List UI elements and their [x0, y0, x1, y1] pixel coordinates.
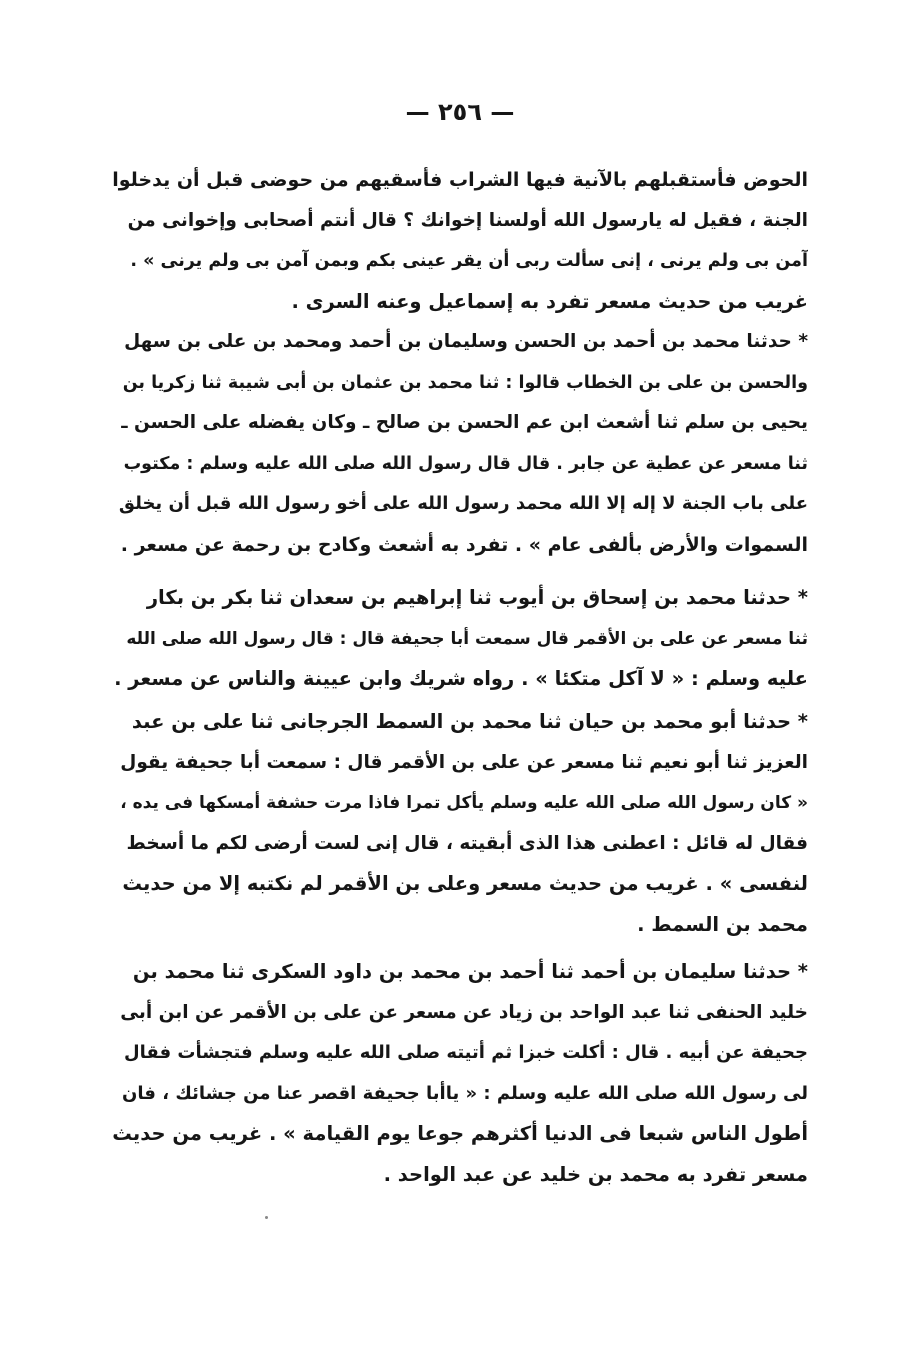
text-line: * حدثنا محمد بن أحمد بن الحسن وسليمان بن أحمد ومحمد بن على بن سهل: [124, 331, 808, 352]
text-line: الجنة ، فقيل له يارسول الله أولسنا إخوانك ؟ قال أنتم أصحابى وإخوانى من: [127, 209, 808, 231]
text-line: * حدثنا محمد بن إسحاق بن أيوب ثنا إبراهيم بن سعدان ثنا بكر بن بكار: [146, 586, 808, 609]
paragraph-2: [112, 322, 808, 566]
page-number: — ٢٥٦ —: [405, 98, 515, 126]
text-line: الحوض فأستقبلهم بالآنية فيها الشراب فأسقيهم من حوضى قبل أن يدخلوا: [112, 169, 808, 191]
text-line: محمد بن السمط .: [637, 912, 808, 936]
text-line: غريب من حديث مسعر تفرد به إسماعيل وعنه السرى .: [291, 289, 808, 313]
text-line: أطول الناس شبعا فى الدنيا أكثرهم جوعا يوم القيامة » . غريب من حديث: [112, 1122, 808, 1146]
paragraph-3: [112, 578, 808, 700]
text-line: لى رسول الله صلى الله عليه وسلم : « ياأبا جحيفة اقصر عنا من جشائك ، فان: [122, 1082, 808, 1104]
text-line: السموات والأرض بألفى عام » . تفرد به أشعث وكادح بن رحمة عن مسعر .: [120, 533, 808, 556]
text-line: مسعر تفرد به محمد بن خليد عن عبد الواحد .: [383, 1162, 808, 1186]
text-line: على باب الجنة لا إله إلا الله محمد رسول الله على أخو رسول الله قبل أن يخلق: [118, 493, 808, 515]
text-line: عليه وسلم : « لا آكل متكئا » . رواه شريك وابن عيينة والناس عن مسعر .: [114, 667, 808, 691]
text-line: لنفسى » . غريب من حديث مسعر وعلى بن الأقمر لم نكتبه إلا من حديث: [122, 872, 808, 896]
text-line: والحسن بن على بن الخطاب قالوا : ثنا محمد بن عثمان بن أبى شيبة ثنا زكريا بن: [122, 372, 808, 393]
text-line: خليد الحنفى ثنا عبد الواحد بن زياد عن مسعر عن على بن الأقمر عن ابن أبى: [120, 1001, 808, 1023]
text-line: * حدثنا أبو محمد بن حيان ثنا محمد بن السمط الجرجانى ثنا على بن عبد: [131, 710, 808, 733]
text-line: العزيز ثنا أبو نعيم ثنا مسعر عن على بن الأقمر قال : سمعت أبا جحيفة يقول: [120, 751, 808, 773]
paragraph-1: [112, 160, 808, 322]
text-line: ثنا مسعر عن على بن الأقمر قال سمعت أبا جحيفة قال : قال رسول الله صلى الله: [126, 628, 808, 649]
text-line: ثنا مسعر عن عطية عن جابر . قال قال رسول الله صلى الله عليه وسلم : مكتوب: [123, 453, 808, 474]
text-line: جحيفة عن أبيه . قال : أكلت خبزا ثم أتيته صلى الله عليه وسلم فتجشأت فقال: [124, 1042, 808, 1064]
paragraph-4: [112, 702, 808, 946]
text-line: « كان رسول الله صلى الله عليه وسلم يأكل تمرا فاذا مرت حشفة أمسكها فى يده ،: [120, 793, 808, 814]
paragraph-5: [112, 952, 808, 1196]
text-line: فقال له قائل : اعطنى هذا الذى أبقيته ، قال إنى لست أرضى لكم ما أسخط: [126, 832, 808, 854]
text-line: آمن بى ولم يرنى ، إنى سألت ربى أن يقر عينى بكم وبمن آمن بى ولم يرنى » .: [130, 251, 808, 272]
text-line: * حدثنا سليمان بن أحمد ثنا أحمد بن محمد بن داود السكرى ثنا محمد بن: [132, 960, 808, 983]
text-line: يحيى بن سلم ثنا أشعث ابن عم الحسن بن صالح ـ وكان يفضله على الحسن ـ: [121, 412, 808, 434]
scan-speck: [265, 1216, 268, 1219]
